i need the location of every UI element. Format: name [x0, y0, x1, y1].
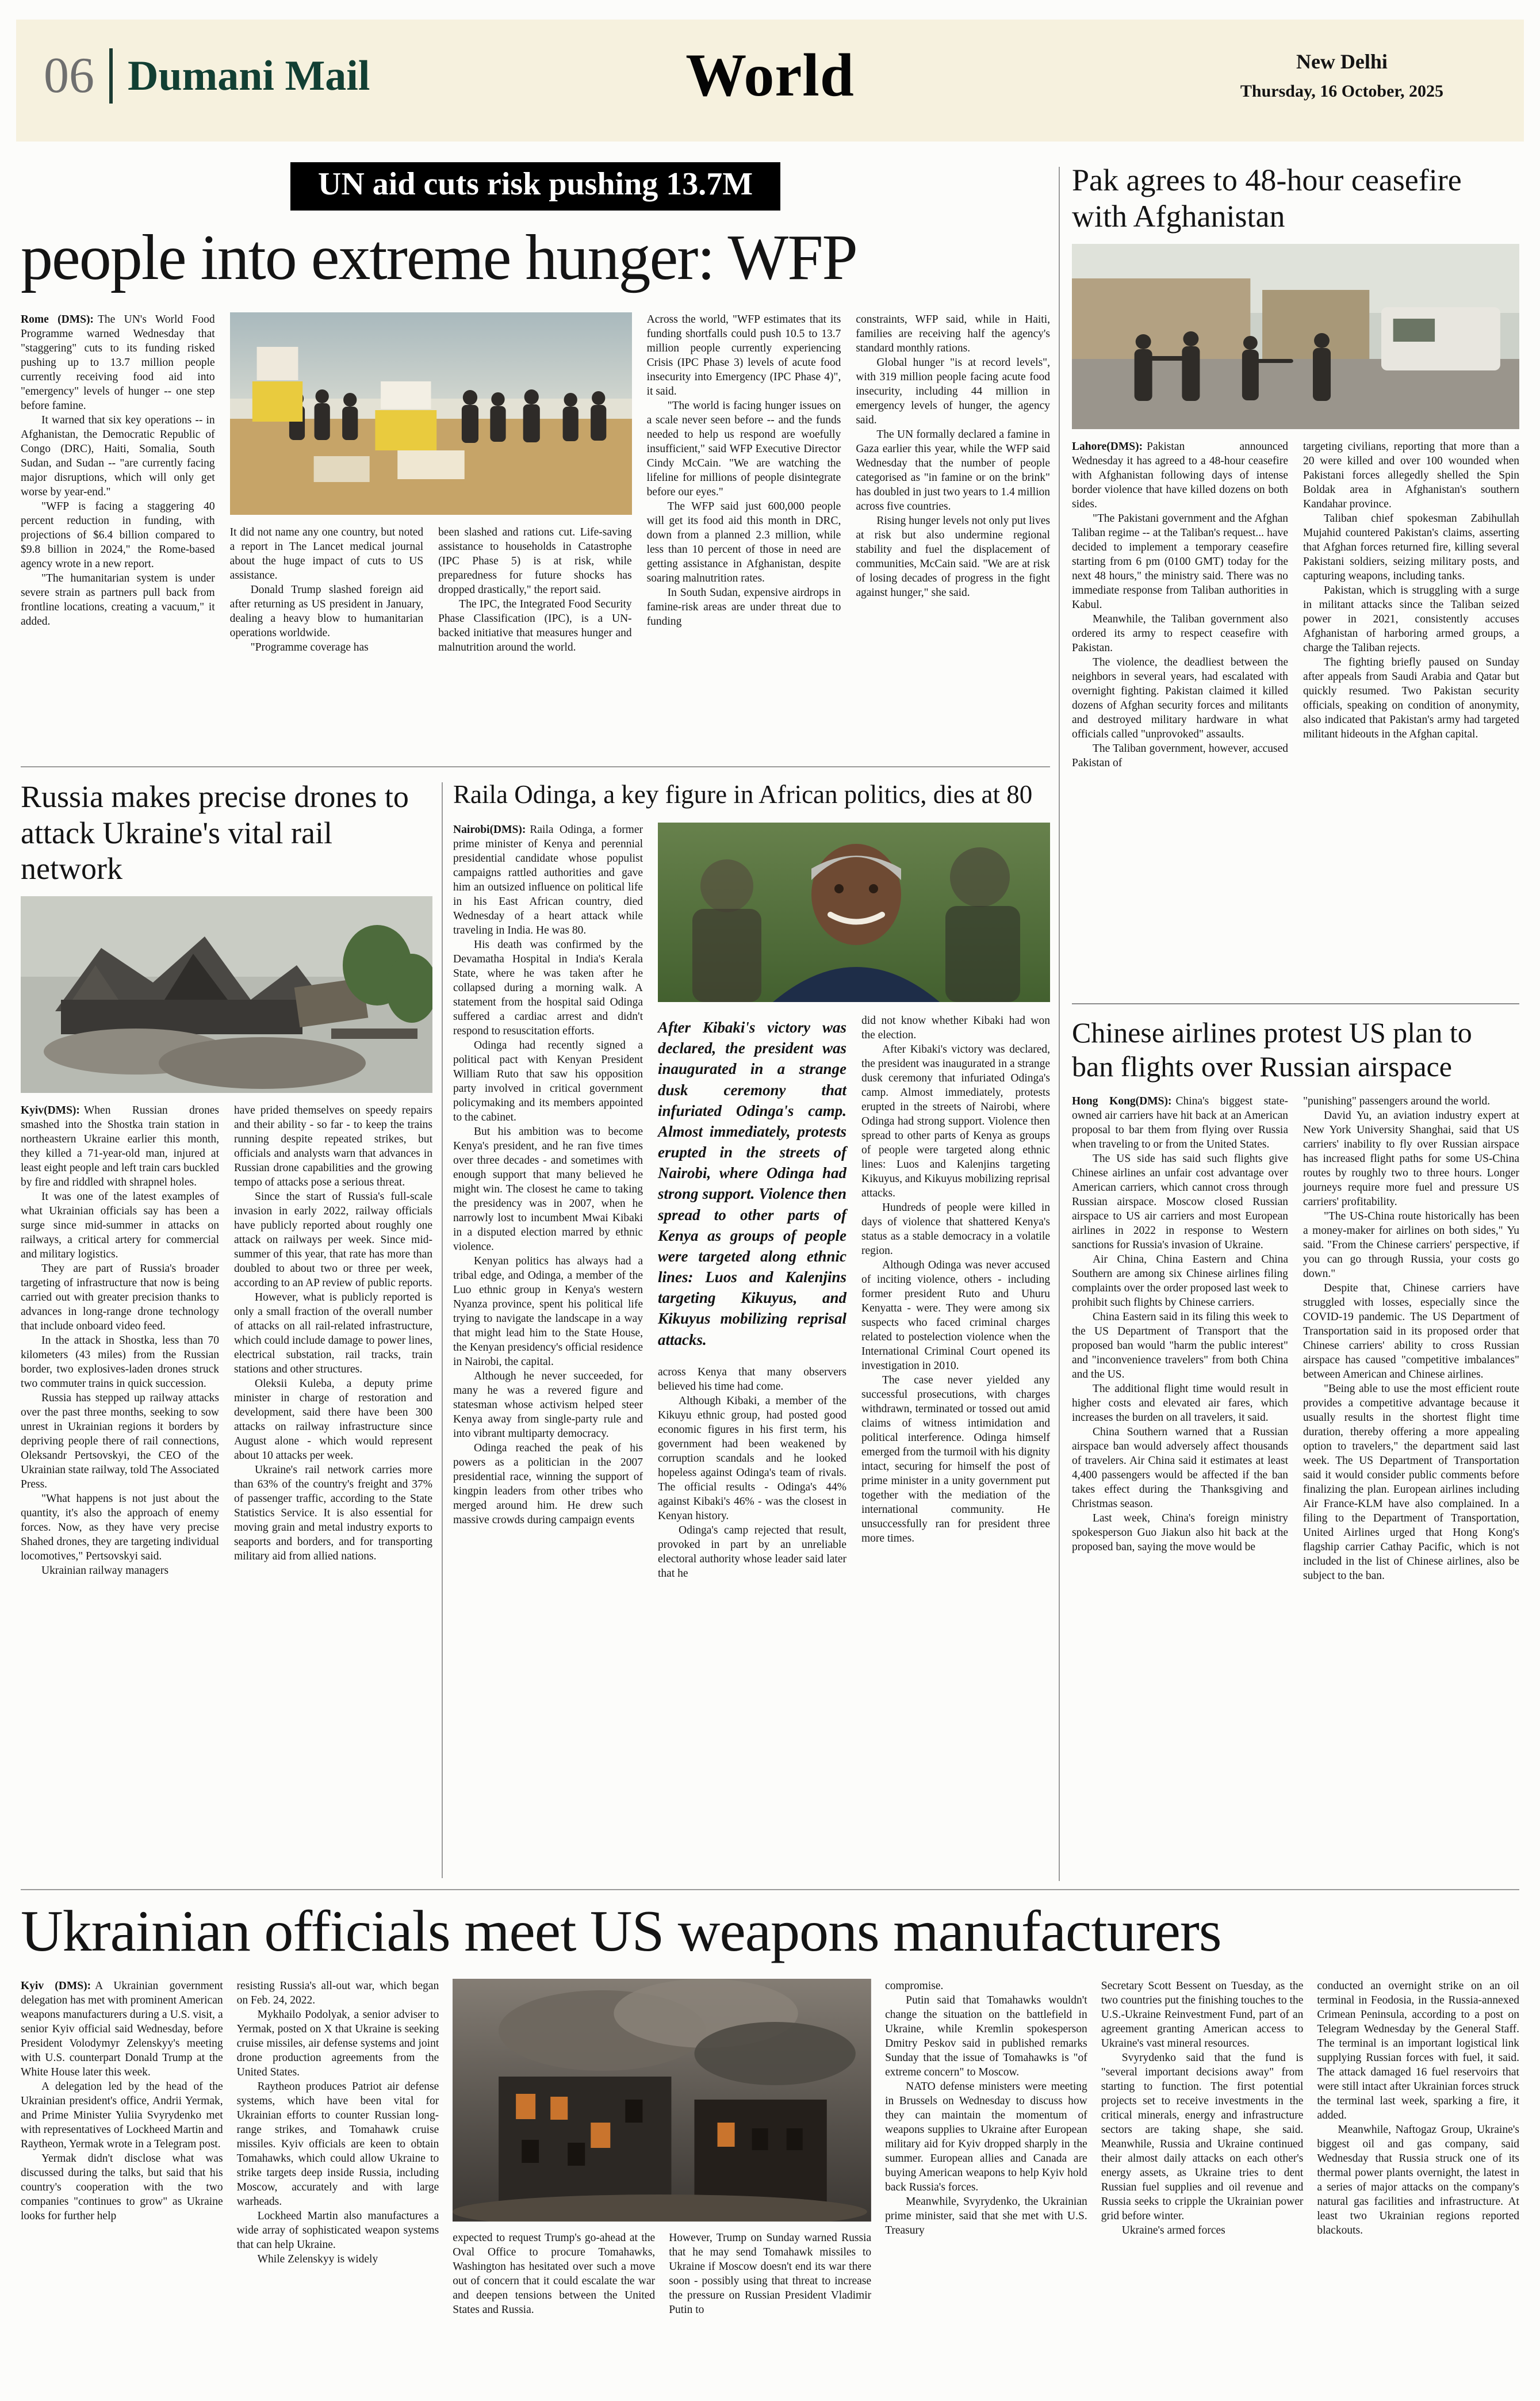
odinga-article [453, 779, 1050, 1876]
paragraph: have prided themselves on speedy repairs and their ability - so far - to keep the trains running despite repeated strikes, but officials and analysts warn that advances in Russian drone capabilities and the growing tempo of attacks pose a serious threat. [234, 1104, 432, 1188]
paragraph: Ukraine's rail network carries more than 63% of the country's freight and 37% of passenger traffic, according to the State Statistics Service. It is also essential for moving grain and metal industry exports to seaports and borders, and for transporting military aid from allied nations. [234, 1463, 432, 1562]
paragraph: Despite that, Chinese carriers have struggled with losses, especially since the COVID-19 pandemic. The US Department of Transportation said in its proposed order that Chinese carriers' ability to cross Russian airspace has caused "competitive imbalances" between American and Chinese airlines. [1303, 1282, 1519, 1381]
ceasefire-photo [1072, 244, 1519, 429]
paragraph: Ukrainian railway managers [41, 1564, 168, 1577]
paragraph: Mykhailo Podolyak, a senior adviser to Yermak, posted on X that Ukraine is seeking cruise missiles, air defense systems and joint drone production agreements from the United States. [236, 2009, 439, 2079]
airlines-column-2 [1303, 1094, 1519, 1868]
odinga-portrait-photo [658, 823, 1050, 1002]
paragraph: The fighting briefly paused on Sunday after appeals from Saudi Arabia and Qatar but quickly resumed. Two Pakistan security officials, speaking on condition of anonymity, also indicated that Pakistan's army had targeted militant hideouts in the Afghan capital. [1303, 656, 1519, 741]
paragraph: conducted an overnight strike on an oil terminal in Feodosia, in the Russia-annexed Crimean Peninsula, according to a post on Telegram Wednesday by the General Staff. The terminal is an important logistical link supplying Russian forces with fuel, it said. The attack damaged 16 fuel reservoirs that were still intact after Ukrainian forces struck the terminal last week, sparking a fire, it added. [1317, 1980, 1519, 2122]
ukraine-sub-columns [453, 2231, 871, 2353]
paragraph [1072, 1094, 1288, 1152]
lead-middle [230, 312, 632, 756]
paragraph-list [1317, 1979, 1519, 2238]
lead-column-2 [230, 525, 424, 756]
lead-column-3 [438, 525, 632, 756]
paragraph: "What happens is not just about the quantity, it's also the approach of enemy forces. Now, as they have very precise Shahed drones, they are targeting individual locomotives," Pertsovskyi said. [21, 1492, 219, 1562]
paragraph: "The humanitarian system is under severe strain as partners pull back from frontline locations, creating a vacuum," it added. [21, 572, 215, 628]
paragraph: "The world is facing hunger issues on a scale never seen before -- and the funds needed to help us respond are woefully insufficient," said WFP Executive Director Cindy McCain. "We are watching the lifeline for millions of people disintegrate before our eyes." [646, 400, 841, 499]
paragraph: Pakistan, which is struggling with a surge in militant attacks since the Taliban seized power in 2021, consistently accuses Afghanistan of harboring armed groups, a charge the Taliban rejects. [1303, 584, 1519, 655]
paragraph-list [861, 1014, 1050, 1546]
paragraph: "Being able to use the most efficient route provides a competitive advantage because it usually results in the shortest flight time duration, thereby offering a more appealing option to travelers," the department said last week. The US Department of Transportation said it would consider public comments before finalizing the plan. European airlines including Air France-KLM have also complained. In a filing to the Department of Transportation, United Airlines urged that Hong Kong's flagship carrier Cathay Pacific, which is not included in the list of Chinese airlines, also be subject to the ban. [1303, 1383, 1519, 1582]
paragraph: Odinga reached the peak of his powers as a politician in the 2007 presidential race, winning the support of kingpin leaders from other tribes who merged around him. He drew such massive crowds during campaign events [453, 1442, 643, 1526]
paragraph-text: When Russian drones smashed into the Shostka train station in northeastern Ukraine earlier this month, they killed a 71-year-old man, injured at least eight people and left train cars buckled by fire and riddled with shrapnel holes. [21, 1104, 219, 1188]
paragraph-text: China's biggest state-owned air carriers have hit back at an American proposal to bar them from flying over Russia when traveling to or from the United States. [1072, 1095, 1288, 1151]
paragraph: The Taliban government, however, accused Pakistan of [1072, 743, 1288, 770]
pak-headline: Pak agrees to 48-hour ceasefire with Afghanistan [1072, 163, 1462, 234]
airlines-columns [1072, 1094, 1519, 1868]
ukraine-column-4 [669, 2231, 871, 2353]
paragraph-text: Pakistan announced Wednesday it has agreed to a 48-hour ceasefire with Afghanistan following days of intense border violence that have killed dozens on both sides. [1072, 441, 1288, 511]
russia-headline: Russia makes precise drones to attack Ukraine's vital rail network [21, 779, 409, 886]
paragraph [21, 1103, 219, 1190]
ukraine-column-6 [1101, 1979, 1304, 2353]
ukraine-column-7 [1317, 1979, 1519, 2353]
section-title: World [685, 41, 855, 109]
paragraph: across Kenya that many observers believed his time had come. [658, 1366, 846, 1393]
lead-middle-columns [230, 525, 632, 756]
dateline-block [1240, 49, 1443, 101]
paragraph: Yermak didn't disclose what was discussed during the talks, but said that his country's cooperation with the two companies "continues to grow" as Ukraine looks for further help [21, 2153, 223, 2223]
paragraph: "The US-China route historically has been a money-maker for airlines on both sides," Yu said. "From the Chinese carriers' perspective, if you can go through Russia, your costs go down." [1303, 1210, 1519, 1280]
odinga-column-1 [453, 823, 643, 1876]
paragraph-text: A Ukrainian government delegation has met with prominent American weapons manufacturers during a U.S. visit, a senior Kyiv official said Wednesday, before President Volodymyr Zelenskyy's meeting with U.S. counterpart Donald Trump at the White House later this week. [21, 1980, 223, 2079]
dateline: Kyiv(DMS): [21, 1104, 80, 1117]
paragraph: It warned that six key operations -- in Afghanistan, the Democratic Republic of Congo (DRC), Haiti, Somalia, South Sudan, and Sudan -- "are currently facing major disruptions, which will only get worse by year-end." [21, 414, 215, 499]
paragraph: Oleksii Kuleba, a deputy prime minister in charge of restoration and development, said there have been 300 attacks on railway infrastructure since August alone - which would represent about 10 attacks per week. [234, 1377, 432, 1462]
paragraph: Russia has stepped up railway attacks over the past three months, seeking to sow unrest in Ukrainian regions it borders by depriving people there of rail connections, Oleksandr Pertsovskyi, the CEO of the Ukrainian state railway, told The Associated Press. [21, 1391, 219, 1490]
ukraine-middle [453, 1979, 871, 2353]
paragraph: The case never yielded any successful prosecutions, with charges withdrawn, terminated or tossed out amid claims of witness intimidation and political interference. Odinga himself emerged from the turmoil with his dignity intact, securing for himself the post of prime minister in a unity government put together with the mediation of the international community. He unsuccessfully ran for president three more times. [861, 1374, 1050, 1544]
paragraph: The additional flight time would result in higher costs and elevated air fares, which increases the burden on all travelers, it said. [1072, 1383, 1288, 1424]
masthead-title: Dumani Mail [128, 52, 370, 100]
paragraph: It did not name any one country, but noted a report in The Lancet medical journal about the huge impact of cuts to US assistance. [229, 526, 424, 582]
paragraph-list [21, 1190, 219, 1578]
odinga-column-2 [658, 1014, 846, 1876]
pak-columns [1072, 439, 1519, 993]
paragraph: Last week, China's foreign ministry spokesperson Guo Jiakun also hit back at the proposed ban, saying the move would be [1072, 1512, 1288, 1554]
lead-column-1 [21, 312, 215, 756]
paragraph: But his ambition was to become Kenya's president, and he ran five times over three decades - and sometimes with enough support that many believed he might win. The closest he came to taking the presidency was in 2007, when he narrowly lost to incumbent Mwai Kibaki in a disputed election marred by ethnic violence. [453, 1126, 643, 1253]
paragraph: did not know whether Kibaki had won the election. [861, 1015, 1050, 1041]
lead-article [21, 162, 1050, 756]
paragraph-list [237, 1979, 439, 2266]
page-header [16, 20, 1524, 142]
paragraph-list [669, 2231, 871, 2317]
dateline: Hong Kong(DMS): [1072, 1095, 1172, 1108]
paragraph: Secretary Scott Bessent on Tuesday, as the two countries put the finishing touches to the U.S.-Ukraine Reinvestment Fund, part of an agreement granting American access to Ukraine's vast mineral resources. [1101, 1980, 1304, 2050]
airlines-headline: Chinese airlines protest US plan to ban flights over Russian airspace [1072, 1016, 1472, 1083]
vertical-rule-middle [442, 782, 443, 1878]
lead-column-5 [856, 312, 1050, 756]
edition-city: New Delhi [1296, 50, 1388, 73]
paragraph: Donald Trump slashed foreign aid after returning as US president in January, dealing a heavy blow to humanitarian operations worldwide. [229, 584, 424, 640]
ukraine-column-1 [21, 1979, 223, 2353]
odinga-column-3 [861, 1014, 1050, 1876]
russia-article [21, 779, 432, 1904]
burning-building-photo [453, 1979, 871, 2222]
paragraph: Air China, China Eastern and China Southern are among six Chinese airlines filing complaints over the order proposed last week to prohibit such flights by Chinese carriers. [1072, 1253, 1288, 1309]
paragraph-list [1303, 439, 1519, 741]
paragraph-list [658, 1365, 846, 1581]
edition-date: Thursday, 16 October, 2025 [1240, 82, 1443, 101]
paragraph: A delegation led by the head of the Ukrainian president's office, Andrii Yermak, and Prime Minister Yuliia Svyrydenko met with representatives of Lockheed Martin and Raytheon, Yermak wrote in a Telegram post. [21, 2081, 223, 2151]
paragraph [21, 1979, 223, 2079]
odinga-headline: Raila Odinga, a key figure in African politics, dies at 80 [453, 780, 1033, 809]
paragraph: Meanwhile, the Taliban government also ordered its army to respect ceasefire with Pakistan. [1072, 613, 1288, 655]
ukraine-headline: Ukrainian officials meet US weapons manufacturers [21, 1899, 1221, 1964]
paragraph: "Programme coverage has [250, 641, 369, 654]
paragraph-list [1101, 1979, 1304, 2238]
paragraph: constraints, WFP said, while in Haiti, families are receiving half the agency's standard monthly rations. [856, 313, 1050, 355]
paragraph-list [885, 1979, 1087, 2238]
paragraph: Odinga had recently signed a political pact with Kenyan President William Ruto that saw his opposition party involved in critical government policymaking and its members appointed to the cabinet. [453, 1039, 643, 1123]
paragraph: Odinga's camp rejected that result, provoked in part by an unreliable electoral authority whose leader said later that he [658, 1524, 846, 1580]
paragraph: The WFP said just 600,000 people will get its food aid this month in DRC, down from a planned 2.3 million, while less than 10 percent of those in need are getting assistance in Afghanistan, despite soaring malnutrition rates. [646, 500, 841, 585]
paragraph: Svyrydenko said that the fund is "several important decisions away" from starting to function. The first potential projects set to receive investments in the critical minerals, energy and infrastructure sectors are taking shape, she said. Meanwhile, Russia and Ukraine continued their almost daily attacks on each other's energy assets, as Ukraine tries to dent Russian fuel supplies and oil revenue and Russia seeks to cripple the Ukrainian power grid before winter. [1101, 2052, 1304, 2223]
paragraph: Although Kibaki, a member of the Kikuyu ethnic group, had posted good economic figures in his first term, his government had been weakened by corruption scandals and he looked hopeless against Odinga's team of rivals. The official results - Odinga's 44% against Kibaki's 46% - was the closest in Kenyan history. [658, 1394, 846, 1522]
paragraph [1072, 439, 1288, 511]
paragraph: It was one of the latest examples of what Ukrainian officials say has been a surge since mid-summer in attacks on railways, a critical artery for commercial and military logistics. [21, 1190, 219, 1260]
lead-column-4 [647, 312, 841, 756]
paragraph: Across the world, "WFP estimates that its funding shortfalls could push 10.5 to 13.7 million people currently experiencing Crisis (IPC Phase 3) levels of acute food insecurity into Emergency (IPC Phase 4)", it said. [646, 313, 841, 398]
paragraph: The UN formally declared a famine in Gaza earlier this year, while the WFP said Wednesday that the number of people categorised as "in famine or on the brink" has doubled in just two years to 1.4 million across five countries. [856, 429, 1050, 513]
paragraph-list [21, 413, 215, 629]
paragraph: Taliban chief spokesman Zabihullah Mujahid countered Pakistan's claims, asserting that Afghan forces returned fire, killing several Pakistani soldiers, seizing military posts, and capturing weapons, including tanks. [1303, 513, 1519, 583]
paragraph-list [856, 312, 1050, 600]
paragraph-list [647, 312, 841, 629]
paragraph: David Yu, an aviation industry expert at New York University Shanghai, said that US carriers' inability to fly over Russian airspace has increased flight paths for some US-China routes by roughly two to three hours. Longer journeys require more fuel and pressure US carriers' profitability. [1303, 1110, 1519, 1209]
lead-kicker: UN aid cuts risk pushing 13.7M [290, 162, 780, 211]
paragraph: Although he never succeeded, for many he was a revered figure and statesman whose activism helped steer Kenya away from single-party rule and into vibrant multiparty democracy. [453, 1370, 643, 1440]
paragraph: "WFP is facing a staggering 40 percent reduction in funding, with projections of $6.4 billion compared to $9.8 billion in 2024," the Rome-based agency wrote in a new report. [21, 500, 215, 571]
paragraph: been slashed and rations cut. Life-saving assistance to households in Catastrophe (IPC Phase 5) is at risk, while preparedness for future shocks has dropped drastically," the report said. [438, 526, 632, 597]
horizontal-rule-lead [21, 766, 1050, 767]
pak-column-1 [1072, 439, 1288, 993]
russia-columns [21, 1103, 432, 1904]
paragraph: Rising hunger levels not only put lives at risk but also undermine regional stability and fuel the displacement of communities, McCain said. "We are at risk of losing decades of progress in the fight against hunger," she said. [856, 515, 1050, 599]
sidebar [1072, 162, 1519, 1868]
paragraph [453, 823, 643, 938]
dateline: Nairobi(DMS): [453, 824, 526, 836]
paragraph-list [438, 525, 632, 655]
lead-headline: people into extreme hunger: WFP [21, 221, 857, 293]
food-distribution-photo [230, 312, 632, 515]
paragraph: However, what is publicly reported is only a small fraction of the overall number of attacks on all rail-related infrastructure, which could include damage to power lines, electrical substation, rail tracks, train stations and other structures. [234, 1291, 432, 1375]
ukraine-column-2 [237, 1979, 439, 2353]
paragraph: Meanwhile, Naftogaz Group, Ukraine's biggest oil and gas company, said Wednesday that Russia struck one of its thermal power plants overnight, the latest in a series of major attacks on the company's natural gas facilities and infrastructure. At least two Ukrainian regions reported blackouts. [1317, 2124, 1519, 2237]
paragraph [21, 312, 215, 413]
paragraph: Since the start of Russia's full-scale invasion in early 2022, railway officials have publicly reported about roughly one attack on railways per week. Since mid-summer of this year, that rate has more than doubled to about two or three per week, according to an AP review of public reports. [234, 1190, 432, 1289]
section-rule [1072, 1003, 1519, 1004]
paragraph: The US side has said such flights give Chinese airlines an unfair cost advantage over American carriers, which cannot cross through Russian airspace. Moscow closed Russian airspace to US air carriers and most European airlines in 2022 in response to Western sanctions for Russia's invasion of Ukraine. [1072, 1153, 1288, 1252]
dateline: Rome (DMS): [21, 313, 94, 326]
pak-column-2 [1303, 439, 1519, 993]
odinga-sub-columns [658, 1014, 1050, 1876]
paragraph: In the attack in Shostka, less than 70 kilometers (43 miles) from the Russian border, two explosives-laden drones struck two commuter trains in quick succession. [21, 1334, 219, 1390]
paragraph: resisting Russia's all-out war, which began on Feb. 24, 2022. [236, 1980, 439, 2007]
paragraph: Meanwhile, Svyrydenko, the Ukrainian prime minister, said that she met with U.S. Treasury [885, 2196, 1087, 2237]
lead-columns [21, 312, 1050, 756]
odinga-columns [453, 823, 1050, 1876]
paragraph: expected to request Trump's go-ahead at the Oval Office to procure Tomahawks, Washington has hesitated over such a move out of concern that it could escalate the war and deepen tensions between the United States and Russia. [453, 2232, 656, 2316]
paragraph-list [453, 2231, 655, 2317]
ukraine-column-5 [885, 1979, 1087, 2353]
paragraph-list [1072, 1152, 1288, 1554]
paragraph: "The Pakistani government and the Afghan Taliban regime -- at the Taliban's request... have decided to implement a temporary ceasefire starting from 6 pm (0100 GMT) today for the next 48 hours," the ministry said. There was no immediate response from Taliban authorities in Kabul. [1072, 513, 1288, 611]
page-number: 06 [44, 48, 94, 104]
dateline: Lahore(DMS): [1072, 441, 1143, 453]
paragraph: They are part of Russia's broader targeting of infrastructure that now is being carried out with greater precision thanks to advances in long-range drone technology that include onboard video feed. [21, 1262, 219, 1332]
paragraph-list [453, 938, 643, 1527]
paragraph: The violence, the deadliest between the neighbors in several years, had escalated with overnight fighting. Pakistan claimed it killed dozens of Afghan security forces and militants and destroyed military hardware in what officials called "unprovoked" assaults. [1072, 656, 1288, 741]
paragraph-list [21, 2079, 223, 2223]
paragraph: "punishing" passengers around the world. [1303, 1095, 1491, 1108]
paragraph-list [1072, 511, 1288, 770]
horizontal-rule-bottom [21, 1889, 1519, 1890]
airlines-column-1 [1072, 1094, 1288, 1868]
paragraph: China Eastern said in its filing this week to the US Department of Transport that the proposed ban would "harm the public interest" and "inconvenience travelers" from both China and the US. [1072, 1311, 1288, 1381]
pull-quote: After Kibaki's victory was declared, the president was inaugurated in a strange dusk ceremony that infuriated Odinga's camp. Almost immediately, protests erupted in the streets of Nairobi, where Odinga had strong support. Violence then spread to other parts of Kenya as groups of people were targeted along ethnic lines: Luos and Kalenjins targeting Kikuyus, and Kikuyus mobilizing reprisal attacks. [658, 1019, 846, 1348]
paragraph: Lockheed Martin also manufactures a wide array of sophisticated weapon systems that can help Ukraine. [236, 2210, 439, 2251]
rail-damage-photo [21, 896, 432, 1093]
paragraph: In South Sudan, expensive airdrops in famine-risk areas are under threat due to funding [646, 587, 841, 628]
paragraph: Global hunger "is at record levels", with 319 million people facing acute food insecurity, including 44 million in emergency levels of hunger, the agency said. [856, 357, 1050, 427]
paragraph-text: Raila Odinga, a former prime minister of Kenya and perennial presidential candidate whose populist campaigns rattled authorities and gave him an outsized influence on political life in his East African country, died Wednesday of a heart attack while traveling in India. He was 80. [453, 824, 643, 936]
dateline: Kyiv (DMS): [21, 1980, 91, 1993]
paragraph: Hundreds of people were killed in days of violence that shattered Kenya's status as a stable democracy in a volatile region. [861, 1202, 1050, 1257]
paragraph-list [1303, 1094, 1519, 1583]
paragraph: China Southern warned that a Russian airspace ban would adversely affect thousands of travelers. Air China said it estimates at least 4,400 passengers would be affected if the ban takes effect during the Thanksgiving and Christmas season. [1072, 1426, 1288, 1511]
paragraph: His death was confirmed by the Devamatha Hospital in India's Kerala State, where he was taken after he collapsed during a morning walk. A statement from the hospital said Odinga suffered a cardiac arrest and didn't respond to resuscitation efforts. [453, 939, 643, 1037]
ukraine-column-3 [453, 2231, 655, 2353]
paragraph: While Zelenskyy is widely [257, 2253, 378, 2266]
paragraph: targeting civilians, reporting that more than a 20 were killed and over 100 wounded when Pakistani forces allegedly shelled the Spin Boldak area in Afghanistan's southern Kandahar province. [1303, 441, 1519, 511]
paragraph: Kenyan politics has always had a tribal edge, and Odinga, a member of the Luo ethnic group in Kenya's western Nyanza province, spent his political life trying to navigate the landscape in a way that might lead him to the State House, the Kenyan presidency's official residence in Nairobi, the capital. [453, 1255, 643, 1368]
paragraph-text: The UN's World Food Programme warned Wednesday that "staggering" cuts to its funding risked pushing up to 13.7 million people currently receiving food aid into "emergency" levels of hunger -- one step before famine. [21, 313, 215, 412]
odinga-middle [658, 823, 1050, 1876]
ukraine-article [21, 1899, 1519, 2353]
paragraph-list [234, 1103, 432, 1563]
paragraph: After Kibaki's victory was declared, the president was inaugurated in a strange dusk ceremony that infuriated Odinga's camp. Almost immediately, protests erupted in the streets of Nairobi, where Odinga had strong support. Violence then spread to other parts of Kenya as groups of people were targeted along ethnic lines: Luos and Kalenjins targeting Kikuyus, and Kikuyus mobilizing reprisal attacks. [861, 1043, 1050, 1199]
paragraph: Although Odinga was never accused of inciting violence, others - including former president Ruto and Uhuru Kenyatta - were. They were among six suspects who faced criminal charges related to postelection violence when the International Criminal Court opened its investigation in 2010. [861, 1259, 1050, 1372]
vertical-rule-sidebar [1059, 167, 1060, 1881]
russia-column-2 [234, 1103, 432, 1904]
russia-column-1 [21, 1103, 219, 1904]
ukraine-columns [21, 1979, 1519, 2353]
paragraph: The IPC, the Integrated Food Security Phase Classification (IPC), is a UN-backed initiative that measures hunger and malnutrition around the world. [438, 598, 632, 654]
paragraph: compromise. [885, 1980, 944, 1993]
paragraph: Raytheon produces Patriot air defense systems, which have been vital for Ukrainian efforts to counter Russian long-range strikes, and Tomahawk cruise missiles. Kyiv officials are keen to obtain Tomahawks, which could allow Ukraine to strike targets deep inside Russia, including Moscow, accurately and with large warheads. [236, 2081, 439, 2208]
paragraph: Putin said that Tomahawks wouldn't change the situation on the battlefield in Ukraine, while Kremlin spokesperson Dmitry Peskov said in published remarks Sunday that the issue of Tomahawks is "of extreme concern" to Moscow. [885, 1994, 1087, 2079]
paragraph-list [230, 525, 424, 655]
paragraph: Ukraine's armed forces [1121, 2224, 1225, 2237]
paragraph: NATO defense ministers were meeting in Brussels on Wednesday to discuss how they can maintain the momentum of weapons supplies to Ukraine after European military aid for Kyiv dropped sharply in the summer. European allies and Canada are buying American weapons to help Kyiv hold back Russia's forces. [885, 2081, 1087, 2194]
paragraph: However, Trump on Sunday warned Russia that he may send Tomahawk missiles to Ukraine if Moscow doesn't end its war there soon - possibly using that threat to increase the pressure on Russian President Vladimir Putin to [669, 2232, 872, 2316]
